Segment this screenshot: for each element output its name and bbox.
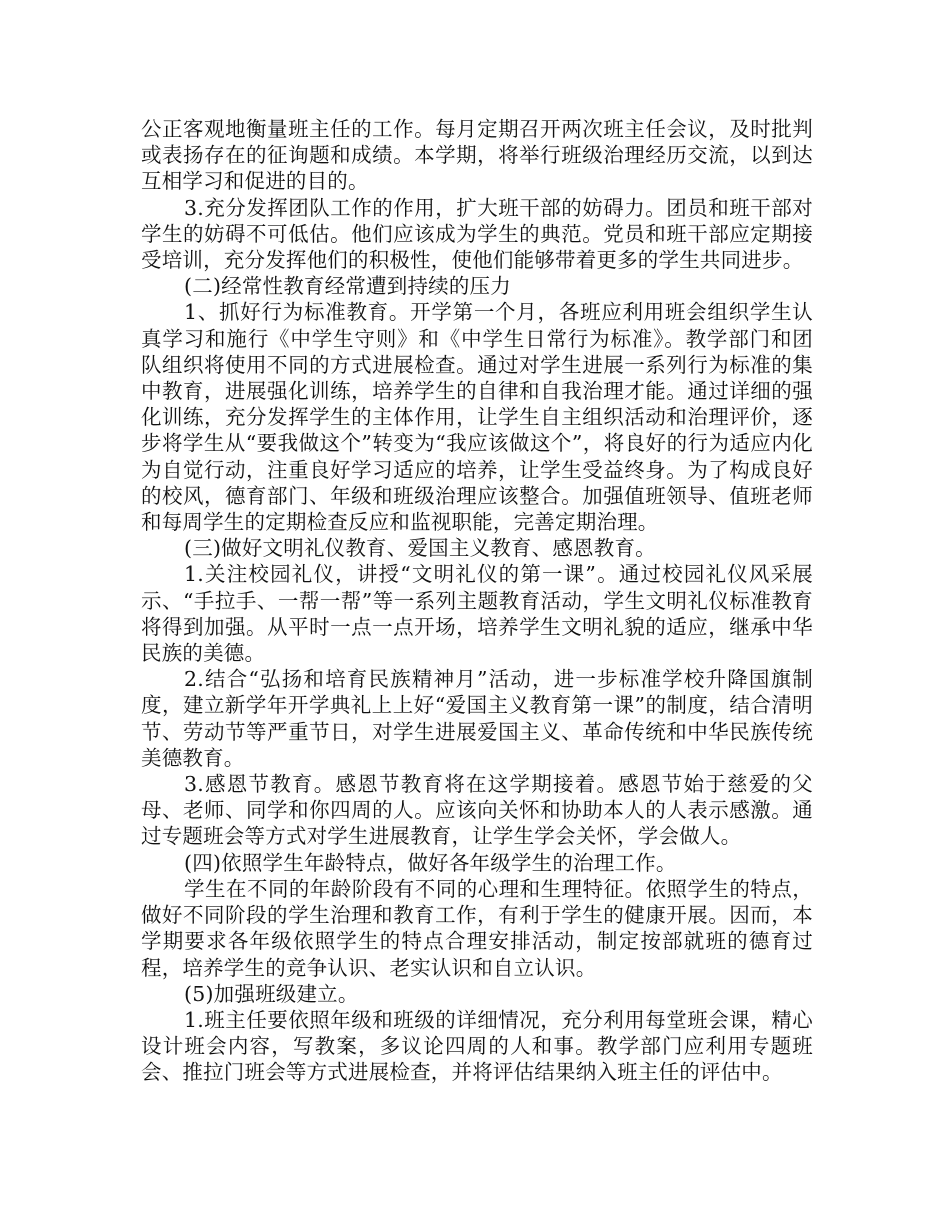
document-body <box>141 116 813 1086</box>
section-heading-regular-education: (二)经常性教育经常遭到持续的压力 <box>184 274 511 299</box>
section-heading-class-building: (5)加强班级建立。 <box>184 981 359 1006</box>
paragraph-behavior-standards: 1、抓好行为标准教育。开学第一个月，各班应利用班会组织学生认真学习和施行《中学生守则》和《中学生日常行为标准》。教学部门和团队组织将使用不同的方式进展检查。通过对学生进展一系列行为标准的集中教育，进展强化训练，培养学生的自律和自我治理才能。通过详细的强化训练，充分发挥学生的主体作用，让学生自主组织活动和治理评价，逐步将学生从“要我做这个”转变为“我应该做这个”，将良好的行为适应内化为自觉行动，注重良好学习适应的培养，让学生受益终身。为了构成良好的校风，德育部门、年级和班级治理应该整合。加强值班领导、值班老师和每周学生的定期检查反应和监视职能，完善定期治理。 <box>141 300 813 535</box>
paragraph-campus-etiquette: 1.关注校园礼仪，讲授“文明礼仪的第一课”。通过校园礼仪风采展示、“手拉手、一帮一帮”等一系列主题教育活动，学生文明礼仪标准教育将得到加强。从平时一点一点开场，培养学生文明礼貌的适应，继承中华民族的美德。 <box>141 562 813 666</box>
section-heading-etiquette-education: (三)做好文明礼仪教育、爱国主义教育、感恩教育。 <box>184 536 656 561</box>
section-heading-grade-management: (四)依照学生年龄特点，做好各年级学生的治理工作。 <box>184 850 677 875</box>
paragraph-patriotic-education: 2.结合“弘扬和培育民族精神月”活动，进一步标准学校升降国旗制度，建立新学年开学典礼上上好“爱国主义教育第一课”的制度，结合清明节、劳动节等严重节日，对学生进展爱国主义、革命传统和中华民族传统美德教育。 <box>141 667 813 770</box>
paragraph-thanksgiving-education: 3.感恩节教育。感恩节教育将在这学期接着。感恩节始于慈爱的父母、老师、同学和你四周的人。应该向关怀和协助本人的人表示感激。通过专题班会等方式对学生进展教育，让学生学会关怀，学会做人。 <box>141 772 813 849</box>
paragraph-age-characteristics: 学生在不同的年龄阶段有不同的心理和生理特征。依照学生的特点，做好不同阶段的学生治理和教育工作，有利于学生的健康开展。因而，本学期要求各年级依照学生的特点合理安排活动，制定按部就班的德育过程，培养学生的竞争认识、老实认识和自立认识。 <box>141 876 813 980</box>
paragraph-team-work: 3.充分发挥团队工作的作用，扩大班干部的妨碍力。团员和班干部对学生的妨碍不可低估。他们应该成为学生的典范。党员和班干部应定期接受培训，充分发挥他们的积极性，使他们能够带着更多的学生共同进步。 <box>141 195 813 273</box>
paragraph-class-teacher-evaluation: 公正客观地衡量班主任的工作。每月定期召开两次班主任会议，及时批判或表扬存在的征询题和成绩。本学期，将举行班级治理经历交流，以到达互相学习和促进的目的。 <box>141 117 813 194</box>
paragraph-class-meeting: 1.班主任要依照年级和班级的详细情况，充分利用每堂班会课，精心设计班会内容，写教案，多议论四周的人和事。教学部门应利用专题班会、推拉门班会等方式进展检查，并将评估结果纳入班主任的评估中。 <box>141 1007 813 1085</box>
